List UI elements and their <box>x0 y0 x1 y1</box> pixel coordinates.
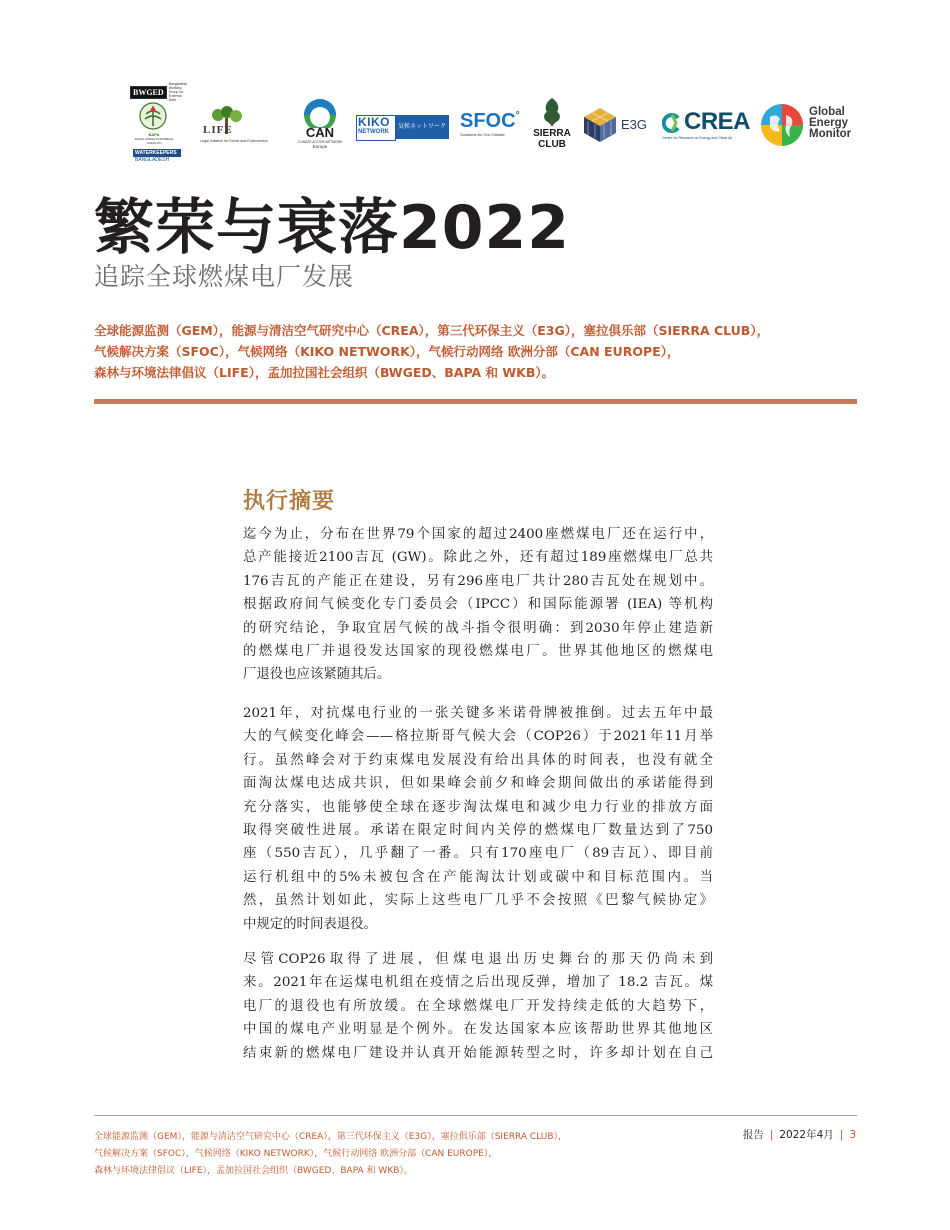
text-line: 的研究结论，争取宜居气候的战斗指令很明确：到2030年停止建造新 <box>243 620 713 636</box>
footer-line: 全球能源监测（GEM），能源与清洁空气研究中心（CREA），第三代环保主义（E3G），塞拉俱乐部（SIERRA CLUB）， <box>94 1132 568 1142</box>
author-list <box>94 320 884 383</box>
footer-separator: | <box>769 1129 774 1141</box>
crea-label: CREA <box>684 108 751 135</box>
gem-line3: Monitor <box>809 128 852 140</box>
bwged-logo <box>130 82 188 102</box>
waterkeepers-bottom: BANGLADESH <box>135 157 170 163</box>
waterkeepers-logo <box>133 149 181 163</box>
e3g-cube-icon <box>583 107 617 143</box>
report-date: 2022年4月 <box>779 1129 834 1141</box>
text-line: 取得突破性进展。承诺在限定时间内关停的燃煤电厂数量达到了750 <box>243 823 713 839</box>
text-line: 座（550吉瓦），几乎翻了一番。只有170座电厂（89吉瓦）、即目前 <box>243 846 713 862</box>
kiko-label: KIKO <box>358 115 390 129</box>
e3g-logo <box>583 107 653 145</box>
can-logo <box>296 98 344 156</box>
sierra-line1: SIERRA <box>533 128 571 139</box>
author-line: 气候解决方案（SFOC），气候网络（KIKO NETWORK），气候行动网络 欧洲分部（CAN EUROPE）， <box>94 344 680 359</box>
text-line: 运行机组中的5%未被包含在产能淘汰计划或碳中和目标范围内。当 <box>243 869 713 885</box>
kiko-jp: 気候ネットワーク <box>395 115 449 139</box>
text-line: 电厂的退役也有所放缓。在全球燃煤电厂开发持续走低的大趋势下， <box>243 998 713 1014</box>
waterkeepers-top: WATERKEEPERS <box>133 149 181 157</box>
sfoc-logo: SFOC° Solutions for Our Climate <box>460 110 526 144</box>
text-line: 迄今为止，分布在世界79个国家的超过2400座燃煤电厂还在运行中， <box>243 527 713 542</box>
kiko-logo <box>356 115 449 139</box>
footer-divider <box>94 1115 857 1116</box>
globe-icon <box>760 103 804 147</box>
paragraph-2 <box>243 702 713 936</box>
gem-logo <box>760 103 860 149</box>
can-arc-icon <box>301 98 339 128</box>
text-line: 尽管COP26取得了进展，但煤电退出历史舞台的那天仍尚未到 <box>243 952 713 967</box>
paragraph-3 <box>243 948 713 1065</box>
bapa-sub: BANGLADESH POROBESH ANDOLON <box>134 137 174 145</box>
paragraph-1 <box>243 523 713 687</box>
author-line: 森林与环境法律倡议（LIFE），孟加拉国社会组织（BWGED、BAPA 和 WKB）。 <box>94 365 555 380</box>
sfoc-sub: Solutions for Our Climate <box>460 132 505 137</box>
crea-sub: Centre for Research on Energy and Clean Air <box>662 136 733 140</box>
crea-logo <box>662 108 752 142</box>
footer-authors <box>94 1129 567 1180</box>
sierra-club-logo <box>532 96 572 156</box>
author-line: 全球能源监测（GEM），能源与清洁空气研究中心（CREA），第三代环保主义（E3G），塞拉俱乐部（SIERRA CLUB）， <box>94 323 770 338</box>
gem-line2: Energy <box>809 117 848 129</box>
text-line: 然，虽然计划如此，实际上这些电厂几乎不会按照《巴黎气候协定》 <box>243 893 713 909</box>
sierra-line2: CLUB <box>538 139 566 150</box>
footer-line: 气候解决方案（SFOC），气候网络（KIKO NETWORK），气候行动网络 欧洲分部（CAN EUROPE）， <box>94 1149 498 1159</box>
text-line: 来。2021年在运煤电机组在疫情之后出现反弹，增加了 18.2 吉瓦。煤 <box>243 975 713 991</box>
title-divider <box>94 399 857 404</box>
text-line: 2021年，对抗煤电行业的一张关键多米诺骨牌被推倒。过去五年中最 <box>243 706 713 721</box>
can-sub: CLIMATE ACTION NETWORK <box>297 140 343 144</box>
e3g-label: E3G <box>621 117 648 132</box>
life-label: LIFE <box>203 124 233 136</box>
footer-line: 森林与环境法律倡议（LIFE），孟加拉国社会组织（BWGED、BAPA 和 WKB）。 <box>94 1166 413 1176</box>
sierra-tree-icon <box>537 96 567 128</box>
bwged-sub: Bangladesh Working Group on External Debt <box>168 82 188 102</box>
text-line: 结束新的燃煤电厂建设并认真开始能源转型之时，许多却计划在自己 <box>243 1045 713 1061</box>
text-line: 行。虽然峰会对于约束煤电发展没有给出具体的时间表，也没有就全 <box>243 752 713 768</box>
bapa-emblem-icon <box>133 100 173 136</box>
partner-logos <box>0 0 950 170</box>
footer-separator: | <box>839 1129 844 1141</box>
report-label: 报告 <box>742 1129 764 1141</box>
text-line: 根据政府间气候变化专门委员会（IPCC）和国际能源署 (IEA) 等机构 <box>243 597 713 613</box>
life-sub: Legal Initiative for Forest and Environment <box>200 139 268 143</box>
page-number: 3 <box>849 1129 856 1141</box>
text-line: 176吉瓦的产能正在建设，另有296座电厂共计280吉瓦处在规划中。 <box>243 573 713 589</box>
text-line: 大的气候变化峰会——格拉斯哥气候大会（COP26）于2021年11月举 <box>243 729 713 745</box>
gem-line1: Global <box>809 106 845 118</box>
page-title: 繁荣与衰落2022 <box>94 193 570 263</box>
sfoc-label: SFOC <box>460 110 516 132</box>
text-line: 总产能接近2100吉瓦 (GW)。除此之外，还有超过189座燃煤电厂总共 <box>243 550 713 566</box>
footer-meta <box>743 1127 856 1142</box>
page-subtitle: 追踪全球燃煤电厂发展 <box>94 262 355 291</box>
bapa-label: BAPA <box>148 132 160 137</box>
can-label: CAN <box>305 125 335 140</box>
section-title: 执行摘要 <box>243 489 336 514</box>
bwged-label: BWGED <box>130 86 167 99</box>
text-line: 充分落实，也能够使全球在逐步淘汰煤电和减少电力行业的排放方面 <box>243 799 713 815</box>
bapa-logo <box>133 100 174 145</box>
text-line: 中国的煤电产业明显是个例外。在发达国家本应该帮助世界其他地区 <box>243 1022 713 1038</box>
text-line: 的燃煤电厂并退役发达国家的现役燃煤电厂。世界其他地区的燃煤电 <box>243 644 713 660</box>
text-line: 中规定的时间表退役。 <box>243 916 377 932</box>
life-logo <box>200 106 280 150</box>
crea-mark-icon <box>662 113 682 133</box>
text-line: 厂退役也应该紧随其后。 <box>243 667 391 683</box>
kiko-network: NETWORK <box>358 129 389 135</box>
text-line: 面淘汰煤电达成共识，但如果峰会前夕和峰会期间做出的承诺能得到 <box>243 776 713 792</box>
can-region: Europe <box>312 144 328 149</box>
